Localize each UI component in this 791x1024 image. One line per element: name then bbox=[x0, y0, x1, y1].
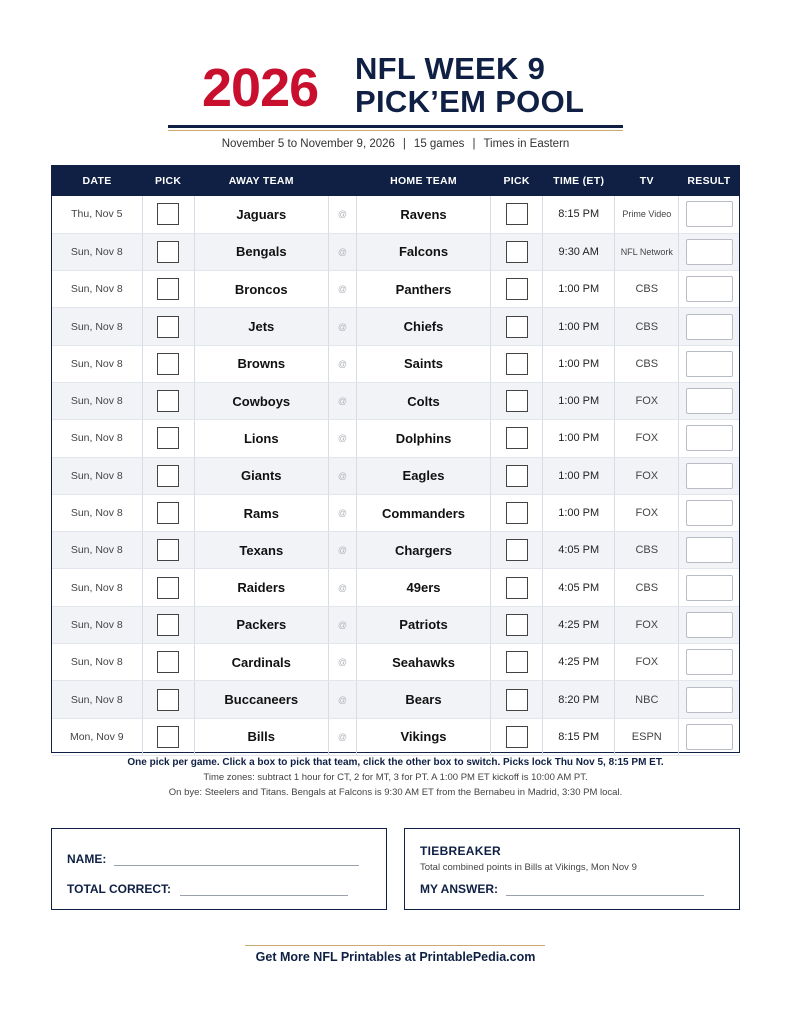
result-field[interactable] bbox=[686, 276, 733, 302]
home-team: Panthers bbox=[356, 271, 490, 308]
away-pick-cell bbox=[142, 457, 194, 494]
table-row bbox=[52, 308, 739, 345]
result-cell bbox=[679, 271, 739, 308]
at-symbol: @ bbox=[328, 532, 356, 569]
table-row bbox=[52, 606, 739, 643]
away-team: Texans bbox=[194, 532, 328, 569]
home-pick-cell bbox=[491, 457, 543, 494]
at-symbol: @ bbox=[328, 382, 356, 419]
home-team: Colts bbox=[356, 382, 490, 419]
away-pick-cell bbox=[142, 308, 194, 345]
away-team: Raiders bbox=[194, 569, 328, 606]
tv-network: NFL Network bbox=[615, 233, 679, 270]
kickoff-time: 1:00 PM bbox=[543, 382, 615, 419]
result-field[interactable] bbox=[686, 687, 733, 713]
result-field[interactable] bbox=[686, 425, 733, 451]
result-cell bbox=[679, 420, 739, 457]
result-field[interactable] bbox=[686, 612, 733, 638]
game-date: Sun, Nov 8 bbox=[52, 681, 142, 718]
home-team: Patriots bbox=[356, 606, 490, 643]
result-cell bbox=[679, 233, 739, 270]
at-symbol: @ bbox=[328, 271, 356, 308]
result-field[interactable] bbox=[686, 351, 733, 377]
result-cell bbox=[679, 644, 739, 681]
header-away-team: AWAY TEAM bbox=[228, 175, 294, 187]
result-cell bbox=[679, 457, 739, 494]
home-pick-checkbox[interactable] bbox=[506, 278, 528, 300]
table-row bbox=[52, 345, 739, 382]
away-pick-checkbox[interactable] bbox=[157, 651, 179, 673]
game-date: Sun, Nov 8 bbox=[52, 569, 142, 606]
kickoff-time: 1:00 PM bbox=[543, 345, 615, 382]
home-pick-cell bbox=[491, 644, 543, 681]
name-label: NAME: bbox=[67, 852, 107, 866]
away-team: Jaguars bbox=[194, 196, 328, 233]
result-cell bbox=[679, 345, 739, 382]
home-pick-checkbox[interactable] bbox=[506, 390, 528, 412]
away-pick-cell bbox=[142, 681, 194, 718]
date-range: November 5 to November 9, 2026 bbox=[221, 138, 395, 150]
away-pick-checkbox[interactable] bbox=[157, 241, 179, 263]
home-pick-checkbox[interactable] bbox=[506, 465, 528, 487]
kickoff-time: 1:00 PM bbox=[543, 420, 615, 457]
away-pick-checkbox[interactable] bbox=[157, 577, 179, 599]
table-row bbox=[52, 271, 739, 308]
kickoff-time: 4:25 PM bbox=[543, 644, 615, 681]
away-pick-cell bbox=[142, 345, 194, 382]
game-date: Sun, Nov 8 bbox=[52, 233, 142, 270]
result-field[interactable] bbox=[686, 575, 733, 601]
result-cell bbox=[679, 532, 739, 569]
away-pick-checkbox[interactable] bbox=[157, 427, 179, 449]
at-symbol: @ bbox=[328, 569, 356, 606]
tv-network: FOX bbox=[615, 457, 679, 494]
home-pick-cell bbox=[491, 345, 543, 382]
game-count: 15 games bbox=[413, 138, 465, 150]
tiebreaker-description: Total combined points in Bills at Vikings, Mon Nov 9 bbox=[420, 862, 637, 873]
home-team: Dolphins bbox=[356, 420, 490, 457]
away-pick-checkbox[interactable] bbox=[157, 203, 179, 225]
away-team: Packers bbox=[194, 606, 328, 643]
home-pick-checkbox[interactable] bbox=[506, 203, 528, 225]
home-pick-checkbox[interactable] bbox=[506, 614, 528, 636]
home-pick-checkbox[interactable] bbox=[506, 726, 528, 748]
home-team: Chargers bbox=[356, 532, 490, 569]
away-pick-cell bbox=[142, 420, 194, 457]
away-team: Cowboys bbox=[194, 382, 328, 419]
game-date: Sun, Nov 8 bbox=[52, 420, 142, 457]
table-row bbox=[52, 196, 739, 233]
kickoff-time: 1:00 PM bbox=[543, 308, 615, 345]
away-pick-cell bbox=[142, 718, 194, 755]
tv-network: CBS bbox=[615, 569, 679, 606]
away-team: Bengals bbox=[194, 233, 328, 270]
game-date: Sun, Nov 8 bbox=[52, 271, 142, 308]
away-pick-checkbox[interactable] bbox=[157, 353, 179, 375]
at-symbol: @ bbox=[328, 718, 356, 755]
total-correct-label: TOTAL CORRECT: bbox=[67, 882, 171, 896]
at-symbol: @ bbox=[328, 196, 356, 233]
home-team: Chiefs bbox=[356, 308, 490, 345]
table-row bbox=[52, 382, 739, 419]
home-team: Eagles bbox=[356, 457, 490, 494]
home-pick-checkbox[interactable] bbox=[506, 577, 528, 599]
table-row bbox=[52, 494, 739, 531]
week-info bbox=[0, 138, 791, 150]
home-team: 49ers bbox=[356, 569, 490, 606]
home-pick-cell bbox=[491, 308, 543, 345]
home-team: Ravens bbox=[356, 196, 490, 233]
tv-network: CBS bbox=[615, 308, 679, 345]
result-cell bbox=[679, 196, 739, 233]
home-pick-cell bbox=[491, 681, 543, 718]
tv-network: CBS bbox=[615, 345, 679, 382]
kickoff-time: 1:00 PM bbox=[543, 271, 615, 308]
tv-network: FOX bbox=[615, 644, 679, 681]
home-pick-checkbox[interactable] bbox=[506, 502, 528, 524]
home-team: Vikings bbox=[356, 718, 490, 755]
at-symbol: @ bbox=[328, 681, 356, 718]
game-date: Sun, Nov 8 bbox=[52, 382, 142, 419]
table-header-row bbox=[52, 166, 739, 196]
away-team: Broncos bbox=[194, 271, 328, 308]
footer-link[interactable]: Get More NFL Printables at PrintablePedia.com bbox=[255, 950, 536, 964]
tv-network: CBS bbox=[615, 271, 679, 308]
at-symbol: @ bbox=[328, 606, 356, 643]
away-team: Bills bbox=[194, 718, 328, 755]
home-pick-checkbox[interactable] bbox=[506, 353, 528, 375]
season-year: 2026 bbox=[202, 58, 319, 118]
kickoff-time: 4:05 PM bbox=[543, 532, 615, 569]
away-pick-checkbox[interactable] bbox=[157, 726, 179, 748]
header-at bbox=[328, 166, 356, 196]
at-symbol: @ bbox=[328, 420, 356, 457]
away-pick-checkbox[interactable] bbox=[157, 502, 179, 524]
tv-network: FOX bbox=[615, 420, 679, 457]
home-pick-cell bbox=[491, 532, 543, 569]
tv-network: Prime Video bbox=[615, 196, 679, 233]
header-home-team: HOME TEAM bbox=[390, 175, 457, 187]
result-cell bbox=[679, 718, 739, 755]
header-tv: TV bbox=[639, 175, 654, 187]
away-team: Lions bbox=[194, 420, 328, 457]
game-date: Sun, Nov 8 bbox=[52, 457, 142, 494]
kickoff-time: 4:05 PM bbox=[543, 569, 615, 606]
at-symbol: @ bbox=[328, 308, 356, 345]
home-pick-checkbox[interactable] bbox=[506, 651, 528, 673]
bye-note: On bye: Steelers and Titans. Bengals at Falcons is 9:30 AM ET from the Bernabeu in Madrid, 3:30 PM local. bbox=[168, 787, 623, 798]
table-row bbox=[52, 457, 739, 494]
home-pick-cell bbox=[491, 233, 543, 270]
result-field[interactable] bbox=[686, 463, 733, 489]
my-answer-field[interactable] bbox=[506, 895, 704, 896]
away-pick-cell bbox=[142, 606, 194, 643]
table-row bbox=[52, 718, 739, 755]
at-symbol: @ bbox=[328, 644, 356, 681]
game-date: Sun, Nov 8 bbox=[52, 644, 142, 681]
tv-network: ESPN bbox=[615, 718, 679, 755]
at-symbol: @ bbox=[328, 457, 356, 494]
away-pick-cell bbox=[142, 382, 194, 419]
kickoff-time: 8:20 PM bbox=[543, 681, 615, 718]
home-pick-cell bbox=[491, 382, 543, 419]
away-pick-cell bbox=[142, 233, 194, 270]
away-team: Giants bbox=[194, 457, 328, 494]
result-field[interactable] bbox=[686, 649, 733, 675]
away-pick-checkbox[interactable] bbox=[157, 539, 179, 561]
name-field[interactable] bbox=[114, 865, 359, 866]
game-date: Sun, Nov 8 bbox=[52, 606, 142, 643]
separator: | bbox=[472, 138, 476, 150]
instructions bbox=[0, 757, 791, 798]
page-title bbox=[355, 52, 584, 118]
result-cell bbox=[679, 382, 739, 419]
home-pick-checkbox[interactable] bbox=[506, 689, 528, 711]
away-pick-checkbox[interactable] bbox=[157, 465, 179, 487]
game-date: Sun, Nov 8 bbox=[52, 532, 142, 569]
result-field[interactable] bbox=[686, 724, 733, 750]
tiebreaker-title: TIEBREAKER bbox=[420, 844, 502, 858]
timezone-note: Time zones: subtract 1 hour for CT, 2 for MT, 3 for PT. A 1:00 PM ET kickoff is 10:00 AM PT. bbox=[203, 772, 588, 783]
home-pick-checkbox[interactable] bbox=[506, 316, 528, 338]
home-pick-cell bbox=[491, 494, 543, 531]
home-team: Commanders bbox=[356, 494, 490, 531]
result-cell bbox=[679, 569, 739, 606]
kickoff-time: 1:00 PM bbox=[543, 457, 615, 494]
tv-network: FOX bbox=[615, 494, 679, 531]
away-team: Jets bbox=[194, 308, 328, 345]
home-team: Seahawks bbox=[356, 644, 490, 681]
home-pick-cell bbox=[491, 271, 543, 308]
header-rule-accent bbox=[168, 130, 623, 131]
game-date: Thu, Nov 5 bbox=[52, 196, 142, 233]
home-team: Saints bbox=[356, 345, 490, 382]
away-team: Buccaneers bbox=[194, 681, 328, 718]
header-away-pick: PICK bbox=[155, 175, 182, 187]
result-field[interactable] bbox=[686, 388, 733, 414]
time-zone-note: Times in Eastern bbox=[483, 138, 570, 150]
tv-network: FOX bbox=[615, 382, 679, 419]
title-line-1: NFL WEEK 9 bbox=[355, 51, 546, 86]
kickoff-time: 4:25 PM bbox=[543, 606, 615, 643]
home-team: Falcons bbox=[356, 233, 490, 270]
away-pick-checkbox[interactable] bbox=[157, 689, 179, 711]
kickoff-time: 9:30 AM bbox=[543, 233, 615, 270]
footer-rule bbox=[245, 945, 545, 946]
result-cell bbox=[679, 494, 739, 531]
header-time: TIME (ET) bbox=[553, 175, 605, 187]
home-pick-cell bbox=[491, 606, 543, 643]
result-field[interactable] bbox=[686, 537, 733, 563]
away-team: Rams bbox=[194, 494, 328, 531]
result-field[interactable] bbox=[686, 314, 733, 340]
away-pick-cell bbox=[142, 494, 194, 531]
home-pick-checkbox[interactable] bbox=[506, 539, 528, 561]
away-pick-cell bbox=[142, 644, 194, 681]
at-symbol: @ bbox=[328, 233, 356, 270]
home-team: Bears bbox=[356, 681, 490, 718]
page-header bbox=[0, 50, 791, 120]
total-correct-field[interactable] bbox=[180, 895, 348, 896]
away-pick-checkbox[interactable] bbox=[157, 316, 179, 338]
my-answer-label: MY ANSWER: bbox=[420, 882, 498, 896]
table-row bbox=[52, 532, 739, 569]
tv-network: NBC bbox=[615, 681, 679, 718]
away-pick-checkbox[interactable] bbox=[157, 390, 179, 412]
away-pick-checkbox[interactable] bbox=[157, 614, 179, 636]
header-date: DATE bbox=[82, 175, 112, 187]
table-row bbox=[52, 681, 739, 718]
home-pick-checkbox[interactable] bbox=[506, 427, 528, 449]
picks-table bbox=[51, 165, 740, 753]
header-rule bbox=[168, 125, 623, 128]
separator: | bbox=[402, 138, 406, 150]
home-pick-cell bbox=[491, 420, 543, 457]
pick-instructions: One pick per game. Click a box to pick that team, click the other box to switch. Picks lock Thu Nov 5, 8:15 PM ET. bbox=[127, 757, 664, 768]
away-pick-cell bbox=[142, 569, 194, 606]
tv-network: CBS bbox=[615, 532, 679, 569]
home-pick-cell bbox=[491, 718, 543, 755]
table-row bbox=[52, 569, 739, 606]
entry-panel bbox=[51, 828, 387, 910]
away-pick-cell bbox=[142, 532, 194, 569]
game-date: Sun, Nov 8 bbox=[52, 494, 142, 531]
game-date: Sun, Nov 8 bbox=[52, 308, 142, 345]
kickoff-time: 8:15 PM bbox=[543, 718, 615, 755]
result-cell bbox=[679, 308, 739, 345]
result-cell bbox=[679, 606, 739, 643]
home-pick-checkbox[interactable] bbox=[506, 241, 528, 263]
kickoff-time: 1:00 PM bbox=[543, 494, 615, 531]
game-date: Sun, Nov 8 bbox=[52, 345, 142, 382]
at-symbol: @ bbox=[328, 494, 356, 531]
away-pick-cell bbox=[142, 271, 194, 308]
header-home-pick: PICK bbox=[503, 175, 530, 187]
away-pick-cell bbox=[142, 196, 194, 233]
home-pick-cell bbox=[491, 569, 543, 606]
result-field[interactable] bbox=[686, 500, 733, 526]
title-line-2: PICK’EM POOL bbox=[355, 84, 585, 119]
result-field[interactable] bbox=[686, 201, 733, 227]
game-date: Mon, Nov 9 bbox=[52, 718, 142, 755]
result-field[interactable] bbox=[686, 239, 733, 265]
header-result: RESULT bbox=[687, 175, 731, 187]
table-row bbox=[52, 420, 739, 457]
home-pick-cell bbox=[491, 196, 543, 233]
away-team: Cardinals bbox=[194, 644, 328, 681]
away-team: Browns bbox=[194, 345, 328, 382]
tiebreaker-panel bbox=[404, 828, 740, 910]
tv-network: FOX bbox=[615, 606, 679, 643]
result-cell bbox=[679, 681, 739, 718]
table-row bbox=[52, 233, 739, 270]
away-pick-checkbox[interactable] bbox=[157, 278, 179, 300]
kickoff-time: 8:15 PM bbox=[543, 196, 615, 233]
at-symbol: @ bbox=[328, 345, 356, 382]
table-row bbox=[52, 644, 739, 681]
